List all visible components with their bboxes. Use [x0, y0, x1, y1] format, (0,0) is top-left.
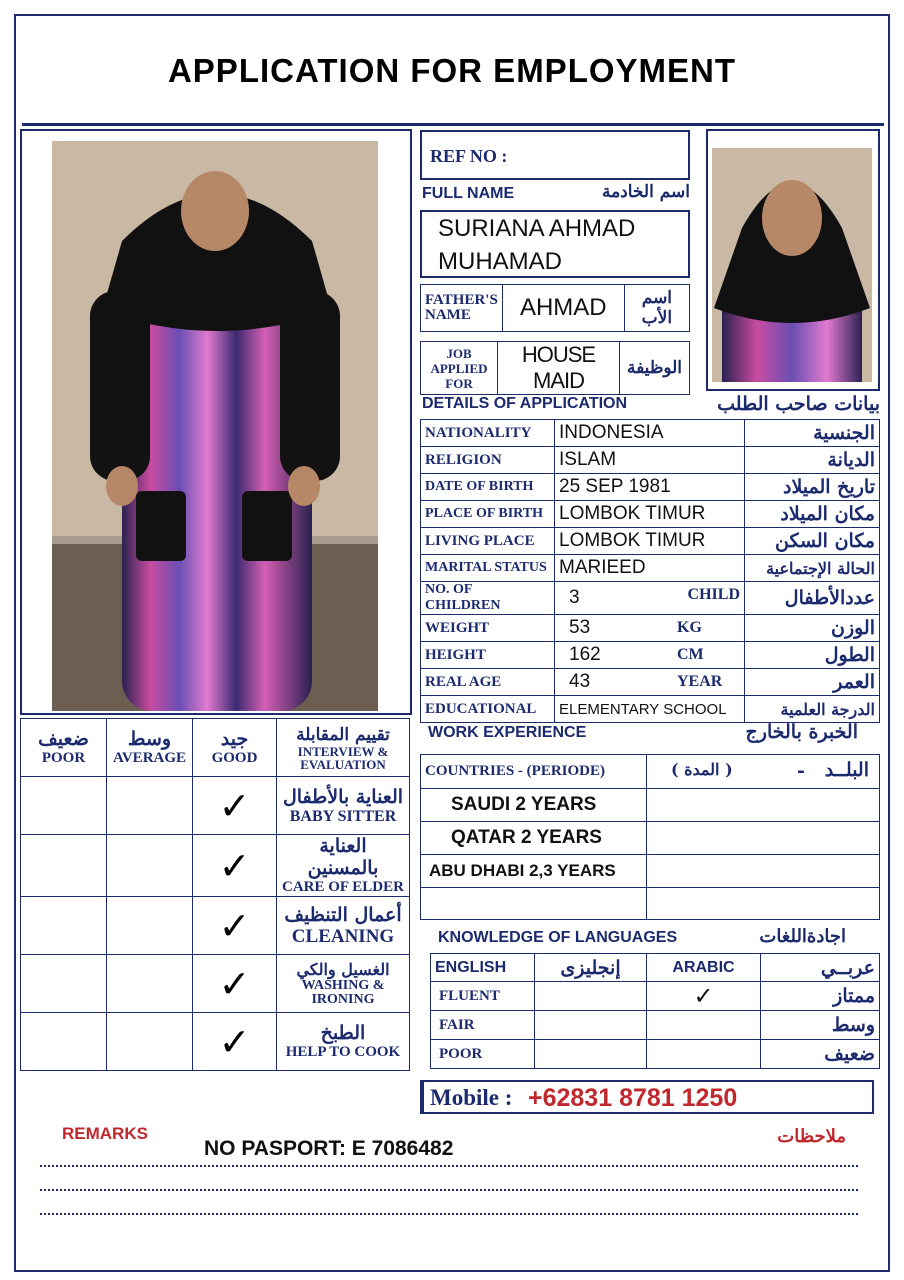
language-row [431, 1011, 880, 1040]
detail-label: REAL AGE [421, 669, 555, 696]
skill-ar: الغسيل والكي [296, 960, 390, 979]
detail-arabic: عددالأطفال [745, 582, 880, 615]
evaluation-row [21, 897, 410, 955]
detail-row-religion [421, 447, 880, 474]
work-entry: QATAR 2 YEARS [421, 822, 647, 855]
detail-unit: CM [677, 646, 704, 663]
skill-en: WASHING & IRONING [301, 978, 385, 1007]
detail-row-weight [421, 615, 880, 642]
detail-unit: YEAR [677, 673, 723, 690]
title-divider [22, 123, 884, 126]
detail-value: LOMBOK TIMUR [555, 501, 745, 528]
languages-header [431, 954, 880, 982]
lang-header-arabic: ARABIC [647, 954, 761, 982]
lang-header-english-ar: إنجليزى [535, 954, 647, 982]
check-mark: ✓ [193, 897, 277, 955]
detail-unit: KG [677, 619, 702, 636]
skill-en: BABY SITTER [289, 807, 397, 825]
full-name-line-1: SURIANA AHMAD [438, 215, 636, 242]
remarks-arabic: ملاحظات [777, 1126, 846, 1147]
skill-ar: العناية بالمسنين [307, 835, 379, 879]
applicant-full-photo [52, 141, 378, 711]
detail-value: 25 SEP 1981 [555, 474, 745, 501]
level-ar: وسط [761, 1011, 880, 1040]
lang-header-arabic-ar: عربــي [761, 954, 880, 982]
mobile-value: +62831 8781 1250 [528, 1084, 738, 1112]
arabic-mark [647, 1011, 761, 1040]
detail-row-pob [421, 501, 880, 528]
detail-label: WEIGHT [421, 615, 555, 642]
arabic-mark: ✓ [647, 982, 761, 1011]
skill-en: CARE OF ELDER [282, 879, 404, 895]
detail-label: DATE OF BIRTH [421, 474, 555, 501]
detail-value: INDONESIA [555, 420, 745, 447]
mobile-box [420, 1080, 874, 1114]
eval-header-ar: ضعيف [38, 728, 89, 750]
job-label-2: APPLIED FOR [430, 360, 488, 391]
remarks-label: REMARKS [62, 1124, 148, 1143]
detail-label: HEIGHT [421, 642, 555, 669]
work-header [421, 755, 880, 789]
level-en: FAIR [431, 1011, 535, 1040]
country-header-ar: البلــد [824, 759, 869, 781]
check-mark: ✓ [193, 835, 277, 897]
eval-header-ar: جيد [220, 728, 249, 750]
language-row [431, 1040, 880, 1069]
detail-label: PLACE OF BIRTH [421, 501, 555, 528]
details-arabic: بيانات صاحب الطلب [717, 393, 880, 415]
english-mark [535, 1011, 647, 1040]
detail-value: 43 [569, 671, 591, 692]
detail-label: LIVING PLACE [421, 528, 555, 555]
page-title: APPLICATION FOR EMPLOYMENT [167, 52, 737, 89]
english-mark [535, 1040, 647, 1069]
skill-ar: العناية بالأطفال [282, 785, 404, 808]
check-mark: ✓ [193, 1013, 277, 1071]
evaluation-row [21, 835, 410, 897]
work-row [421, 822, 880, 855]
level-en: POOR [431, 1040, 535, 1069]
detail-arabic: الطول [745, 642, 880, 669]
job-applied-row [420, 341, 690, 395]
father-name-arabic: اسم الأب [624, 285, 689, 332]
level-ar: ممتاز [761, 982, 880, 1011]
detail-arabic: تاريخ الميلاد [745, 474, 880, 501]
detail-arabic: مكان الميلاد [745, 501, 880, 528]
evaluation-header [21, 719, 410, 777]
work-experience-arabic: الخبرة بالخارج [745, 721, 858, 743]
remarks-value: NO PASPORT: E 7086482 [204, 1137, 454, 1160]
detail-row-education [421, 696, 880, 723]
remarks-line [40, 1213, 858, 1215]
eval-header-en: AVERAGE [112, 750, 187, 766]
detail-label: EDUCATIONAL [421, 696, 555, 723]
detail-value: 162 [569, 644, 601, 665]
level-en: FLUENT [431, 982, 535, 1011]
job-label-1: JOB [446, 345, 472, 361]
remarks-line [40, 1165, 858, 1167]
languages-table [430, 953, 880, 1069]
detail-row-children [421, 582, 880, 615]
detail-value: MARIEED [555, 555, 745, 582]
detail-label: MARITAL STATUS [421, 555, 555, 582]
detail-value: ELEMENTARY SCHOOL [555, 696, 745, 723]
ref-no-label: REF NO : [430, 146, 508, 166]
job-applied-arabic: الوظيفة [620, 342, 690, 395]
work-entry: ABU DHABI 2,3 YEARS [421, 855, 647, 888]
father-name-value: AHMAD [502, 285, 624, 332]
detail-arabic: الديانة [745, 447, 880, 474]
details-label: DETAILS OF APPLICATION [422, 395, 628, 412]
detail-arabic: الجنسية [745, 420, 880, 447]
check-mark: ✓ [193, 777, 277, 835]
evaluation-row [21, 1013, 410, 1071]
arabic-mark [647, 1040, 761, 1069]
detail-value: 53 [569, 617, 591, 638]
work-entry [421, 888, 647, 920]
detail-row-height [421, 642, 880, 669]
eval-header-en: INTERVIEW & EVALUATION [297, 743, 389, 772]
full-name-box [420, 210, 690, 278]
detail-arabic: الدرجة العلمية [745, 696, 880, 723]
father-label-1: FATHER'S [425, 292, 498, 308]
work-row [421, 789, 880, 822]
details-table [420, 419, 880, 723]
detail-row-nationality [421, 420, 880, 447]
eval-header-ar: وسط [127, 728, 172, 750]
detail-unit: CHILD [687, 586, 740, 603]
detail-row-living-place [421, 528, 880, 555]
job-applied-value: HOUSE MAID [498, 342, 620, 395]
remarks-line [40, 1189, 858, 1191]
full-name-label: FULL NAME [422, 185, 515, 202]
lang-header-english: ENGLISH [431, 954, 535, 982]
detail-label: RELIGION [421, 447, 555, 474]
skill-ar: أعمال التنظيف [284, 903, 402, 926]
work-row [421, 888, 880, 920]
header-separator: - [797, 760, 805, 782]
eval-header-en: GOOD [211, 750, 258, 766]
full-name-line-2: MUHAMAD [438, 248, 562, 275]
full-name-arabic: اسم الخادمة [601, 182, 690, 202]
work-experience-label: WORK EXPERIENCE [428, 724, 587, 741]
eval-header-ar: تقييم المقابلة [296, 724, 390, 745]
language-row [431, 982, 880, 1011]
detail-arabic: الوزن [745, 615, 880, 642]
evaluation-row [21, 955, 410, 1013]
detail-arabic: الحالة الإجتماعية [745, 555, 880, 582]
countries-header: COUNTRIES - (PERIODE) [421, 755, 647, 789]
skill-ar: الطبخ [320, 1022, 366, 1044]
father-name-row [420, 284, 690, 332]
evaluation-row [21, 777, 410, 835]
english-mark [535, 982, 647, 1011]
detail-row-dob [421, 474, 880, 501]
detail-label: NO. OF CHILDREN [421, 582, 555, 615]
check-mark: ✓ [193, 955, 277, 1013]
period-header-ar: ( المدة ) [671, 760, 733, 779]
languages-label: KNOWLEDGE OF LANGUAGES [438, 929, 678, 946]
eval-header-en: POOR [41, 750, 86, 766]
work-experience-table [420, 754, 880, 920]
evaluation-table [20, 718, 410, 1071]
work-entry: SAUDI 2 YEARS [421, 789, 647, 822]
level-ar: ضعيف [761, 1040, 880, 1069]
ref-no-box [420, 130, 690, 180]
father-label-2: NAME [425, 307, 471, 323]
detail-row-age [421, 669, 880, 696]
detail-value: 3 [569, 587, 580, 608]
skill-en: HELP TO COOK [285, 1044, 401, 1060]
detail-label: NATIONALITY [421, 420, 555, 447]
applicant-portrait-photo [712, 148, 872, 382]
detail-row-marital [421, 555, 880, 582]
work-row [421, 855, 880, 888]
mobile-label: Mobile : [430, 1085, 513, 1110]
skill-en: CLEANING [291, 925, 395, 947]
detail-value: ISLAM [555, 447, 745, 474]
languages-arabic: اجادةاللغات [759, 926, 846, 947]
detail-arabic: العمر [745, 669, 880, 696]
detail-value: LOMBOK TIMUR [555, 528, 745, 555]
detail-arabic: مكان السكن [745, 528, 880, 555]
